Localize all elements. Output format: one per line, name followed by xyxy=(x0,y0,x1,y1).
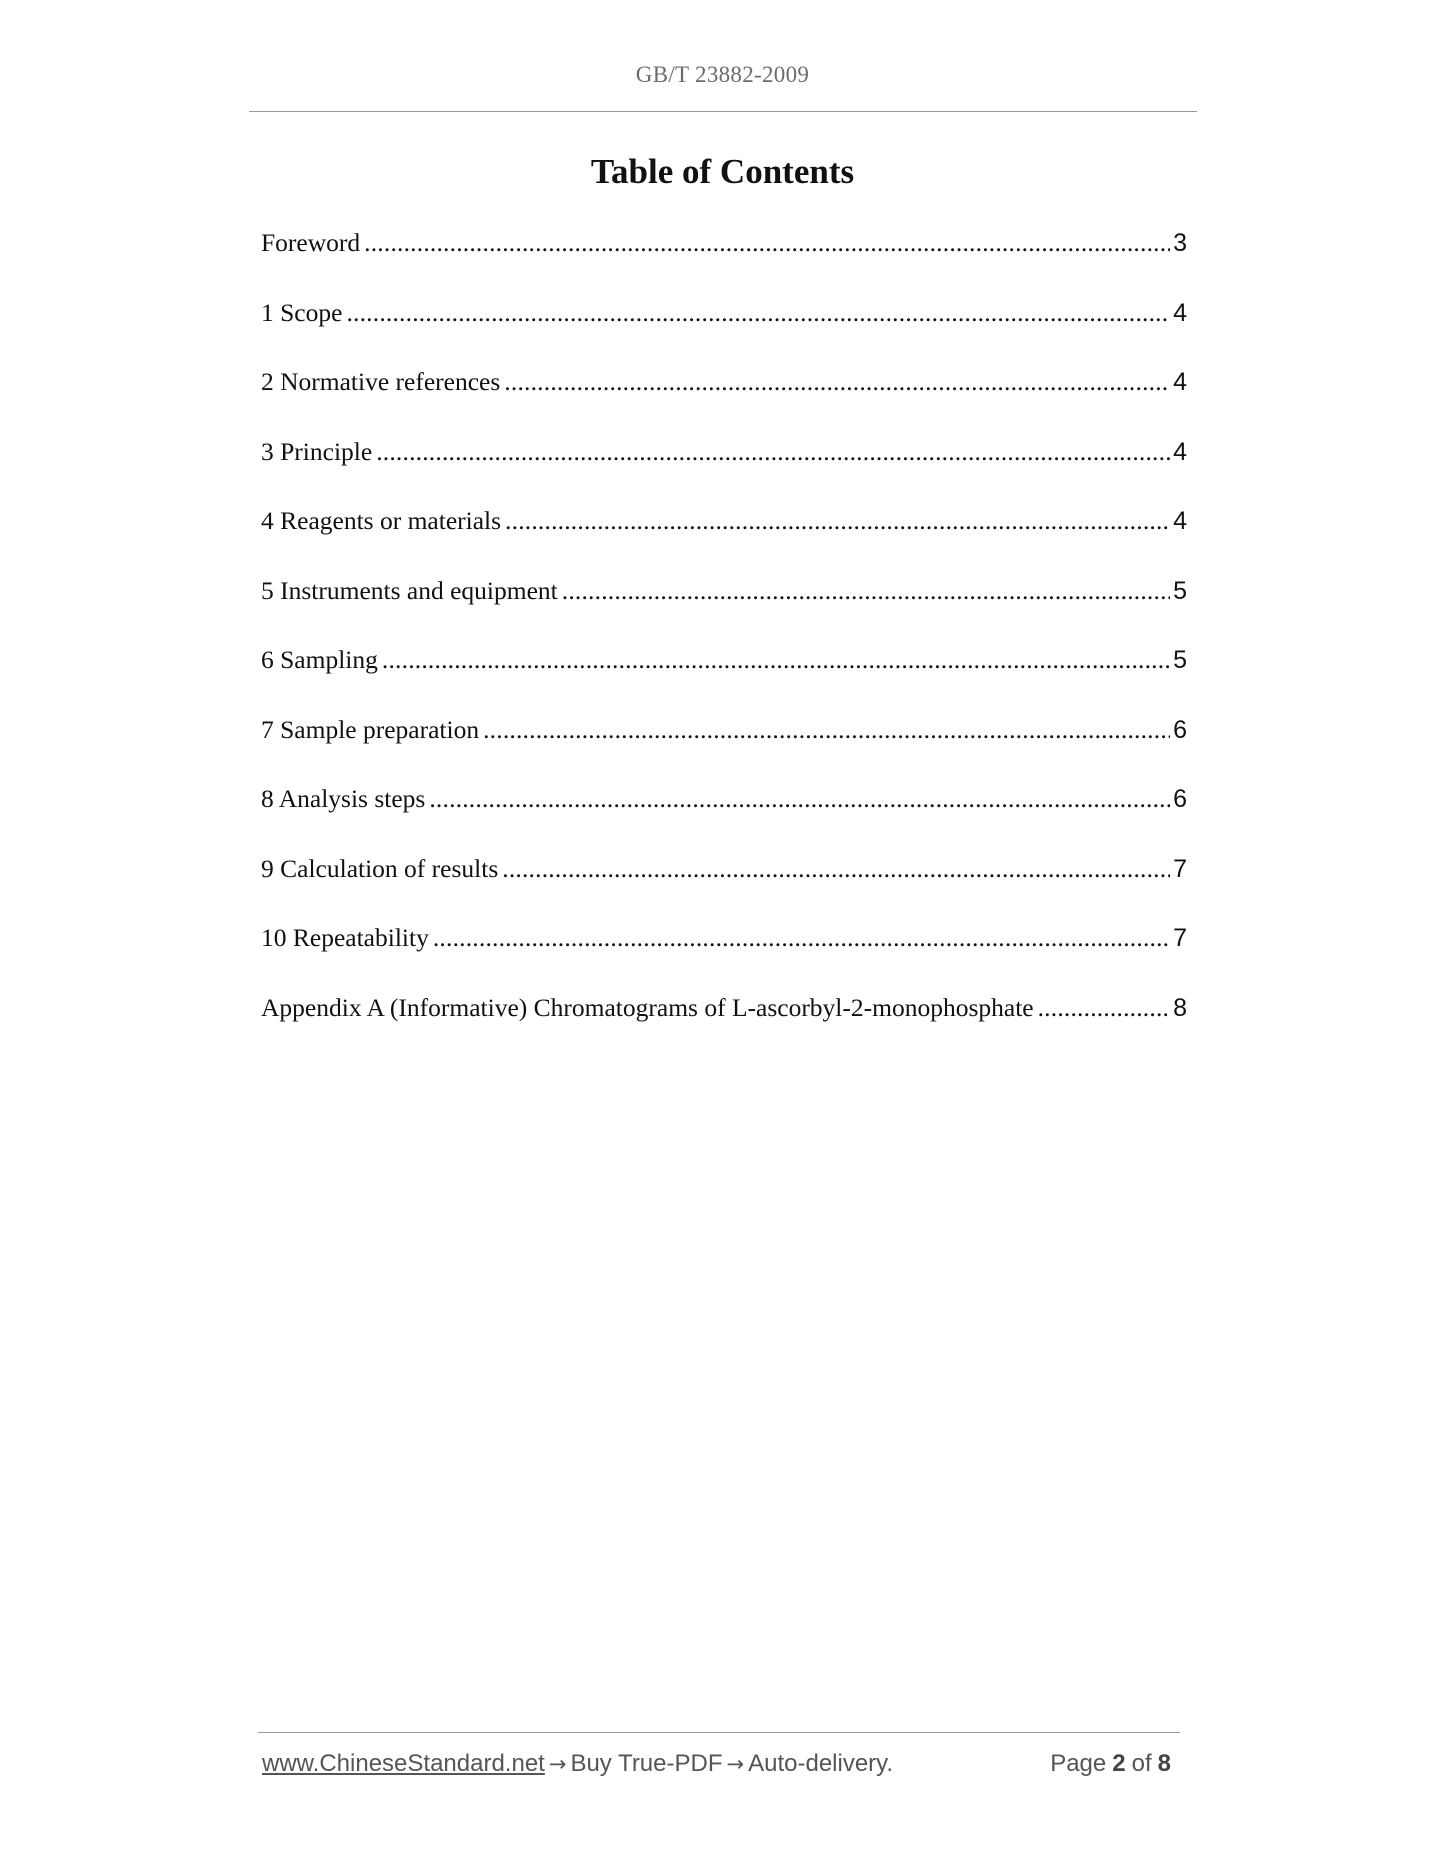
table-of-contents xyxy=(261,228,1187,1062)
footer-promo xyxy=(262,1750,893,1778)
toc-entry-sample-preparation[interactable] xyxy=(261,715,1187,785)
toc-dot-leader xyxy=(1038,993,1170,1023)
toc-page-number: 5 xyxy=(1173,576,1187,605)
total-pages-number: 8 xyxy=(1157,1750,1171,1777)
toc-dot-leader xyxy=(364,228,1170,258)
toc-page-number: 4 xyxy=(1173,437,1187,466)
site-link[interactable]: www.ChineseStandard.net xyxy=(262,1750,545,1777)
right-arrow-icon: → xyxy=(548,1752,567,1776)
document-header-code: GB/T 23882-2009 xyxy=(635,62,810,87)
toc-dot-leader xyxy=(382,645,1170,675)
toc-dot-leader xyxy=(483,715,1170,745)
toc-entry-label: 7 Sample preparation xyxy=(261,714,480,744)
toc-entry-scope[interactable] xyxy=(261,298,1187,368)
toc-dot-leader xyxy=(433,923,1170,953)
toc-page-number: 8 xyxy=(1173,993,1187,1022)
toc-entry-label: Appendix A (Informative) Chromatograms of L-ascorbyl-2-monophosphate xyxy=(261,992,1034,1022)
toc-page-number: 7 xyxy=(1173,854,1187,883)
toc-entry-calculation[interactable] xyxy=(261,854,1187,924)
buy-text: Buy True-PDF xyxy=(570,1750,723,1777)
toc-entry-label: 1 Scope xyxy=(261,297,343,327)
toc-dot-leader xyxy=(505,506,1170,536)
current-page-number: 2 xyxy=(1112,1750,1126,1777)
toc-entry-normative-references[interactable] xyxy=(261,367,1187,437)
footer-divider xyxy=(258,1732,1180,1733)
toc-page-number: 3 xyxy=(1173,229,1187,257)
toc-entry-label: 8 Analysis steps xyxy=(261,784,426,813)
of-word: of xyxy=(1131,1750,1152,1777)
toc-dot-leader xyxy=(376,437,1170,467)
toc-entry-label: 2 Normative references xyxy=(261,367,501,396)
toc-page-number: 6 xyxy=(1173,785,1187,813)
toc-dot-leader xyxy=(502,854,1170,884)
toc-page-number: 6 xyxy=(1173,715,1187,744)
toc-entry-label: 6 Sampling xyxy=(261,645,378,674)
toc-dot-leader xyxy=(562,576,1170,606)
toc-entry-label: 5 Instruments and equipment xyxy=(261,575,558,605)
toc-entry-label: 9 Calculation of results xyxy=(261,853,499,883)
toc-entry-label: 10 Repeatability xyxy=(261,923,429,952)
page-word: Page xyxy=(1050,1750,1107,1777)
toc-entry-analysis-steps[interactable] xyxy=(261,784,1187,854)
toc-page-number: 5 xyxy=(1173,646,1187,674)
toc-dot-leader xyxy=(346,298,1170,328)
toc-entry-reagents[interactable] xyxy=(261,506,1187,576)
toc-dot-leader xyxy=(504,367,1170,397)
delivery-text: Auto-delivery. xyxy=(748,1750,894,1777)
right-arrow-icon: → xyxy=(726,1752,745,1776)
toc-entry-sampling[interactable] xyxy=(261,645,1187,715)
toc-entry-label: 3 Principle xyxy=(261,436,373,466)
page-title: Table of Contents xyxy=(590,152,855,191)
toc-page-number: 7 xyxy=(1173,924,1187,952)
toc-entry-foreword[interactable] xyxy=(261,228,1187,298)
toc-page-number: 4 xyxy=(1173,507,1187,535)
toc-dot-leader xyxy=(429,784,1170,814)
toc-entry-label: 4 Reagents or materials xyxy=(261,506,502,535)
toc-entry-instruments[interactable] xyxy=(261,576,1187,646)
toc-page-number: 4 xyxy=(1173,368,1187,396)
toc-entry-appendix-a[interactable] xyxy=(261,993,1187,1063)
header-divider xyxy=(249,111,1197,112)
toc-entry-repeatability[interactable] xyxy=(261,923,1187,993)
toc-entry-principle[interactable] xyxy=(261,437,1187,507)
page-counter xyxy=(1050,1750,1177,1778)
toc-page-number: 4 xyxy=(1173,298,1187,327)
toc-entry-label: Foreword xyxy=(261,228,361,257)
page-footer xyxy=(262,1750,1177,1778)
